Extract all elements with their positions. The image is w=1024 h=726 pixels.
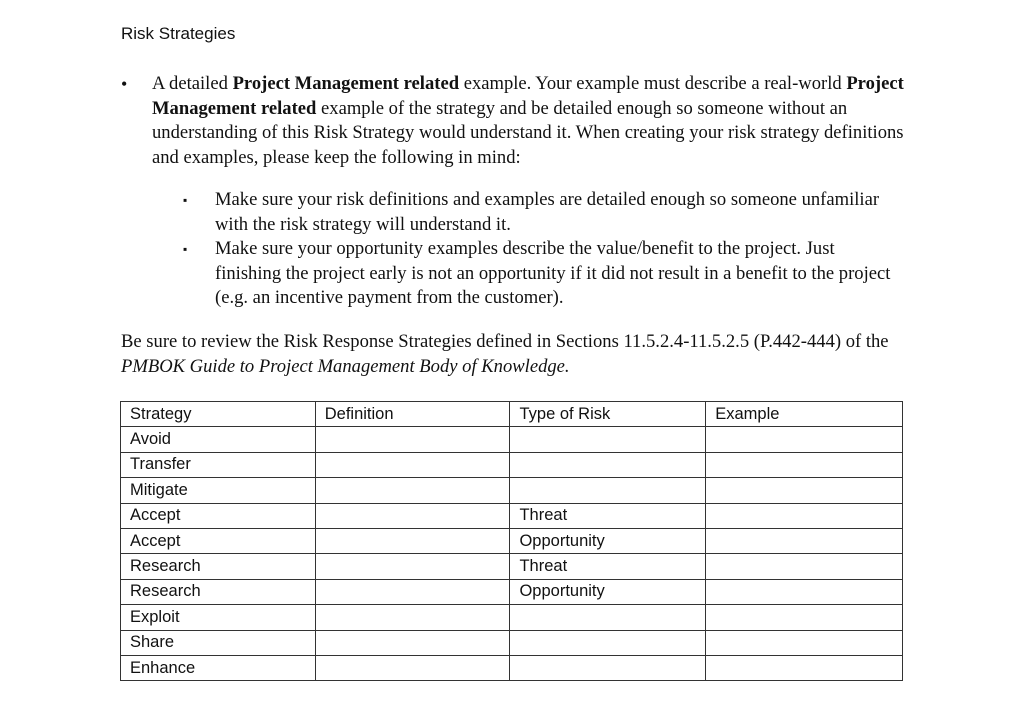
table-cell: Exploit	[121, 605, 316, 630]
reference-note: Be sure to review the Risk Response Strategies defined in Sections 11.5.2.4-11.5.2.5 (P.442-444) of the PMBOK Guide to Project Management Body of Knowledge.	[121, 331, 889, 377]
table-cell	[706, 478, 903, 503]
table-cell: Opportunity	[510, 528, 706, 553]
table-cell: Avoid	[121, 427, 316, 452]
table-cell	[706, 605, 903, 630]
page-title: Risk Strategies	[121, 24, 236, 43]
book-title: PMBOK Guide to Project Management Body of Knowledge.	[121, 355, 570, 377]
table-cell	[510, 478, 706, 503]
table-cell	[315, 427, 510, 452]
sub-bullet-item	[183, 188, 903, 237]
risk-strategy-table	[120, 401, 903, 681]
table-cell	[706, 630, 903, 655]
table-cell	[510, 655, 706, 680]
table-row	[121, 478, 903, 503]
square-bullet-icon: ▪	[183, 193, 188, 207]
table-row	[121, 503, 903, 528]
column-header: Type of Risk	[510, 402, 706, 427]
table-row	[121, 528, 903, 553]
table-cell: Accept	[121, 503, 316, 528]
table-cell	[315, 478, 510, 503]
square-bullet-icon: ▪	[183, 242, 188, 256]
table-cell: Transfer	[121, 452, 316, 477]
table-cell: Enhance	[121, 655, 316, 680]
table-row	[121, 579, 903, 604]
table-cell	[315, 452, 510, 477]
table-cell: Threat	[510, 503, 706, 528]
table-row	[121, 655, 903, 680]
column-header: Strategy	[121, 402, 316, 427]
table-cell	[315, 655, 510, 680]
table-row	[121, 605, 903, 630]
table-cell	[315, 554, 510, 579]
sub-bullet-list	[183, 188, 903, 311]
table-cell: Research	[121, 554, 316, 579]
table-cell	[706, 579, 903, 604]
table-cell	[315, 605, 510, 630]
table-cell	[315, 503, 510, 528]
table-cell	[706, 503, 903, 528]
table-cell	[706, 452, 903, 477]
table-cell	[510, 427, 706, 452]
table-cell	[510, 630, 706, 655]
table-cell: Accept	[121, 528, 316, 553]
table-cell: Research	[121, 579, 316, 604]
table-row	[121, 554, 903, 579]
table-cell	[510, 452, 706, 477]
column-header: Definition	[315, 402, 510, 427]
table-cell	[706, 554, 903, 579]
table-row	[121, 427, 903, 452]
table-cell	[315, 579, 510, 604]
table-cell: Opportunity	[510, 579, 706, 604]
sub-bullet-item	[183, 237, 903, 311]
table-row	[121, 452, 903, 477]
table-cell: Share	[121, 630, 316, 655]
sub-bullet-text: Make sure your opportunity examples describe the value/benefit to the project. Just finishing the project early is not an opportunity if it did not result in a benefit to the project (e.g. an incentive payment from the customer).	[215, 238, 891, 308]
table-cell	[706, 655, 903, 680]
table-cell	[510, 605, 706, 630]
table-cell: Threat	[510, 554, 706, 579]
bullet-marker: •	[121, 74, 128, 94]
table-cell	[315, 630, 510, 655]
bold-phrase: Project Management related	[152, 73, 904, 119]
table-cell	[315, 528, 510, 553]
bullet-text: A detailed Project Management related example. Your example must describe a real-world Project Management related example of the strategy and be detailed enough so someone without an understanding of this Risk Strategy would understand it. When creating your risk strategy definitions and examples, please keep the following in mind:	[152, 73, 904, 168]
sub-bullet-text: Make sure your risk definitions and examples are detailed enough so someone unfamiliar with the risk strategy will understand it.	[215, 189, 880, 235]
table-cell	[706, 528, 903, 553]
bold-phrase: Project Management related	[232, 73, 460, 94]
column-header: Example	[706, 402, 903, 427]
table-row	[121, 630, 903, 655]
table-cell	[706, 427, 903, 452]
table-header-row	[121, 402, 903, 427]
table-cell: Mitigate	[121, 478, 316, 503]
